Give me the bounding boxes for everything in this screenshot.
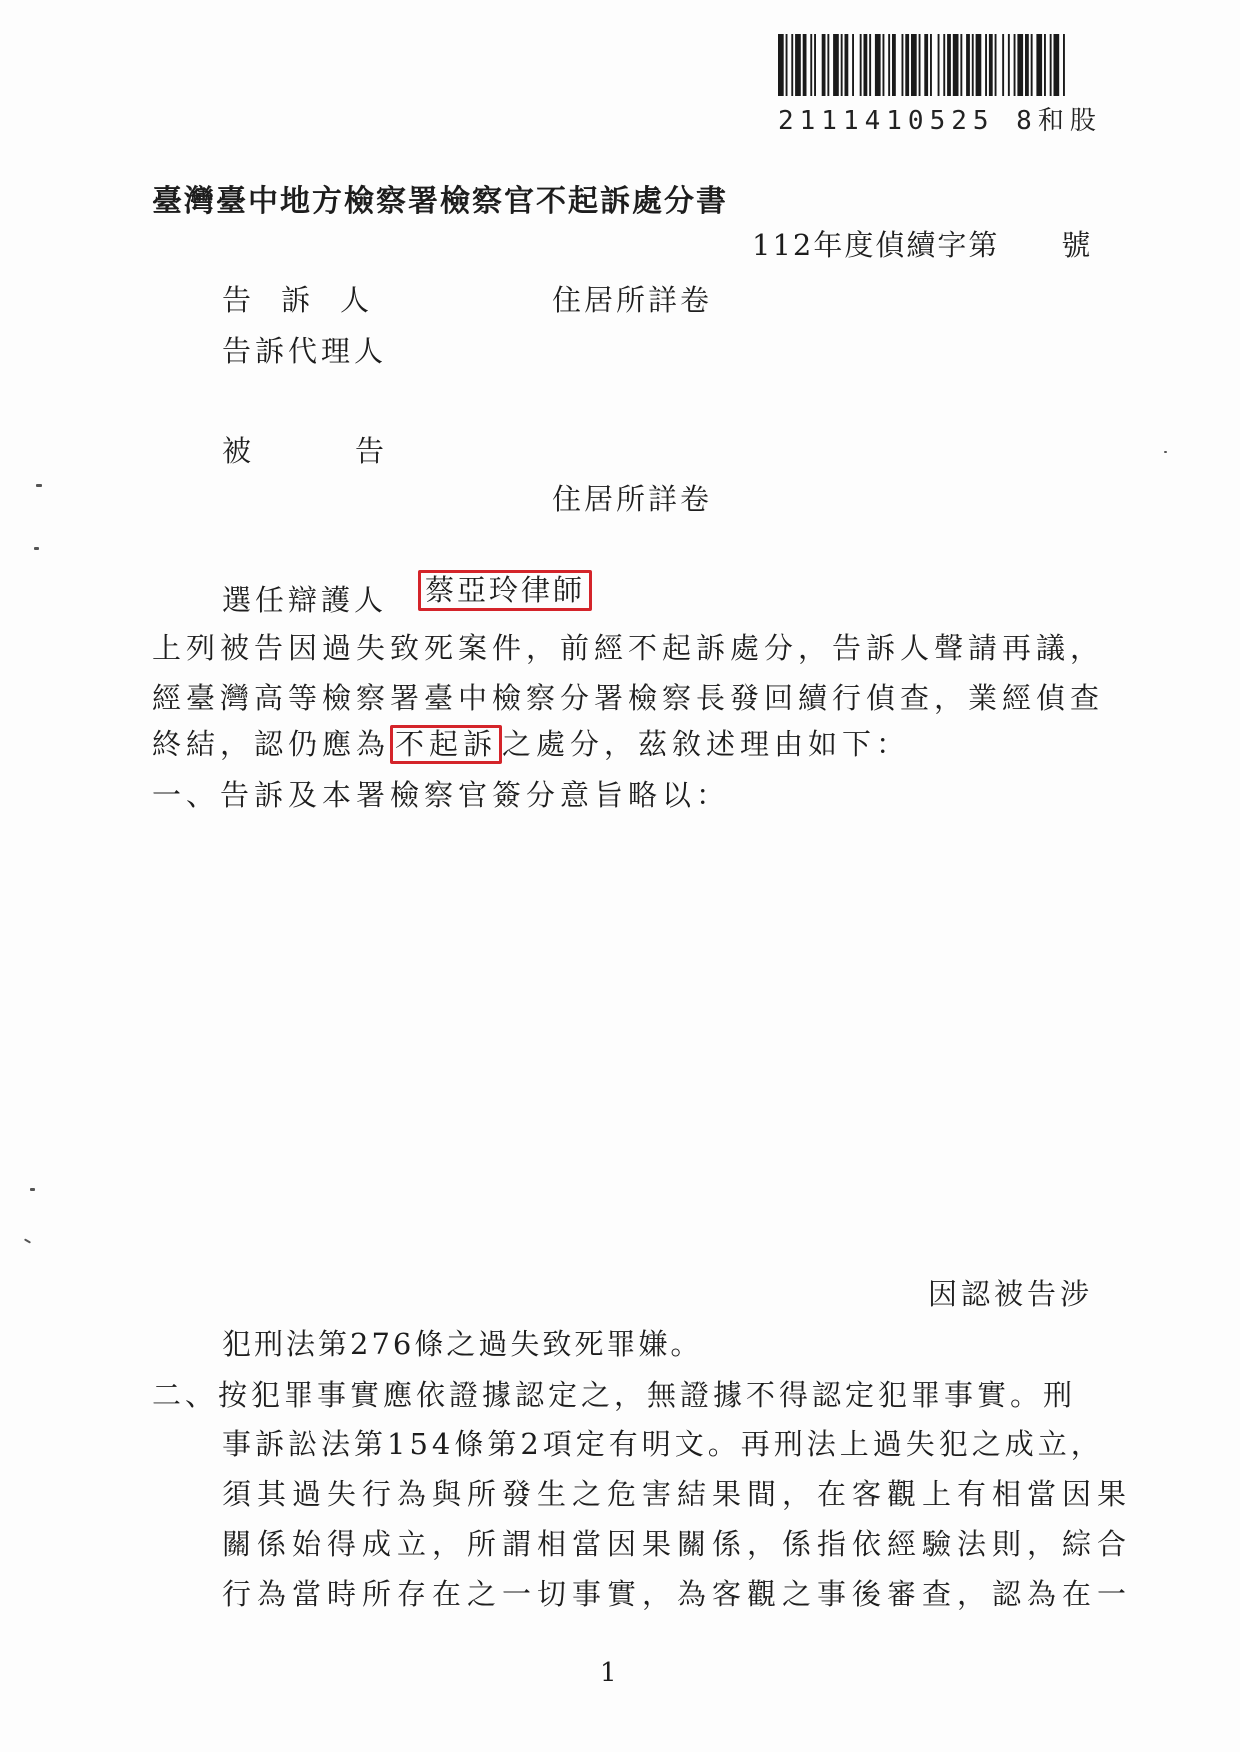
barcode-bar bbox=[911, 34, 917, 96]
barcode-bar bbox=[938, 34, 940, 96]
section-2-line-2: 事訴訟法第154條第2項定有明文。再刑法上過失犯之成立， bbox=[222, 1427, 1104, 1461]
section-1-tail: 因認被告涉 bbox=[928, 1277, 1094, 1311]
barcode-bar bbox=[1002, 34, 1004, 96]
barcode-bar bbox=[810, 34, 812, 96]
barcode-bar bbox=[1054, 34, 1060, 96]
barcode-bar bbox=[905, 34, 909, 96]
barcode-bar bbox=[883, 34, 885, 96]
barcode-bar bbox=[841, 34, 843, 96]
barcode-bar bbox=[943, 34, 945, 96]
barcode-image bbox=[778, 34, 1156, 96]
barcode-bar bbox=[947, 34, 951, 96]
barcode-bar bbox=[919, 34, 921, 96]
complainant-address: 住居所詳卷 bbox=[552, 283, 713, 317]
barcode-bar bbox=[778, 34, 784, 96]
barcode-bar bbox=[791, 34, 793, 96]
barcode-bar bbox=[869, 34, 871, 96]
barcode-bar bbox=[989, 34, 993, 96]
section-1-continuation: 犯刑法第276條之過失致死罪嫌。 bbox=[222, 1327, 703, 1361]
barcode-bar bbox=[822, 34, 826, 96]
barcode-bar bbox=[953, 34, 959, 96]
barcode-bar bbox=[1063, 34, 1065, 96]
case-number: 112年度偵續字第 號 bbox=[752, 228, 1093, 262]
intro-line-3-post: 之處分，茲敘述理由如下： bbox=[502, 727, 911, 761]
section-2-line-1: 二、按犯罪事實應依證據認定之，無證據不得認定犯罪事實。刑 bbox=[152, 1378, 1077, 1412]
barcode-bar bbox=[930, 34, 932, 96]
barcode-bar bbox=[972, 34, 974, 96]
barcode-bar bbox=[1014, 34, 1016, 96]
complainant-label: 告訴人 bbox=[222, 283, 400, 317]
barcode-bar bbox=[814, 34, 816, 96]
barcode-bar bbox=[1008, 34, 1010, 96]
barcode-bar bbox=[892, 34, 896, 96]
page-number: 1 bbox=[600, 1658, 621, 1688]
barcode-bar bbox=[833, 34, 839, 96]
barcode-bar bbox=[827, 34, 829, 96]
barcode-bar bbox=[924, 34, 928, 96]
barcode-bar bbox=[803, 34, 807, 96]
scan-speck bbox=[24, 1238, 31, 1243]
barcode-bar bbox=[960, 34, 962, 96]
barcode-bar bbox=[1036, 34, 1042, 96]
barcode-number: 2111410525 8和股 bbox=[778, 106, 1102, 136]
barcode-bar bbox=[1017, 34, 1023, 96]
barcode-bar bbox=[875, 34, 881, 96]
section-1-heading: 一、告訴及本署檢察官簽分意旨略以： bbox=[152, 778, 731, 812]
barcode-bar bbox=[995, 34, 997, 96]
barcode-bar bbox=[1050, 34, 1052, 96]
barcode-bar bbox=[852, 34, 854, 96]
section-2-line-5: 行為當時所存在之一切事實，為客觀之事後審查，認為在一 bbox=[222, 1577, 1133, 1611]
section-2-line-3: 須其過失行為與所發生之危害結果間，在客觀上有相當因果 bbox=[222, 1477, 1133, 1511]
defense-counsel-name-wrapper bbox=[418, 570, 592, 611]
barcode-bar bbox=[976, 34, 982, 96]
barcode-bar bbox=[860, 34, 862, 96]
intro-line-3 bbox=[152, 722, 910, 764]
barcode-bar bbox=[1031, 34, 1033, 96]
defendant-label: 被告 bbox=[222, 434, 489, 468]
scan-speck bbox=[1164, 451, 1167, 453]
barcode-bar bbox=[845, 34, 849, 96]
barcode-bar bbox=[786, 34, 788, 96]
defendant-address: 住居所詳卷 bbox=[552, 482, 713, 516]
barcode-bar bbox=[1044, 34, 1046, 96]
barcode-bar bbox=[966, 34, 970, 96]
intro-line-3-pre: 終結，認仍應為 bbox=[152, 727, 391, 761]
defense-counsel-name: 蔡亞玲律師 bbox=[418, 570, 592, 611]
document-title: 臺灣臺中地方檢察署檢察官不起訴處分書 bbox=[152, 184, 728, 219]
barcode-bar bbox=[985, 34, 987, 96]
barcode-bar bbox=[902, 34, 904, 96]
section-2-line-4: 關係始得成立，所謂相當因果關係，係指依經驗法則，綜合 bbox=[222, 1527, 1133, 1561]
barcode-bar bbox=[864, 34, 868, 96]
scan-speck bbox=[34, 547, 39, 550]
defense-counsel-label: 選任辯護人 bbox=[222, 583, 388, 617]
barcode-bar bbox=[888, 34, 890, 96]
barcode-bar bbox=[795, 34, 801, 96]
scan-speck bbox=[30, 1188, 35, 1191]
barcode-bar bbox=[1025, 34, 1029, 96]
scan-speck bbox=[36, 484, 42, 487]
intro-line-1: 上列被告因過失致死案件，前經不起訴處分，告訴人聲請再議， bbox=[152, 631, 1105, 665]
intro-line-3-highlight: 不起訴 bbox=[390, 725, 502, 764]
intro-line-2: 經臺灣高等檢察署臺中檢察分署檢察長發回續行偵查，業經偵查 bbox=[152, 681, 1105, 715]
complainant-agent-label: 告訴代理人 bbox=[222, 334, 388, 368]
